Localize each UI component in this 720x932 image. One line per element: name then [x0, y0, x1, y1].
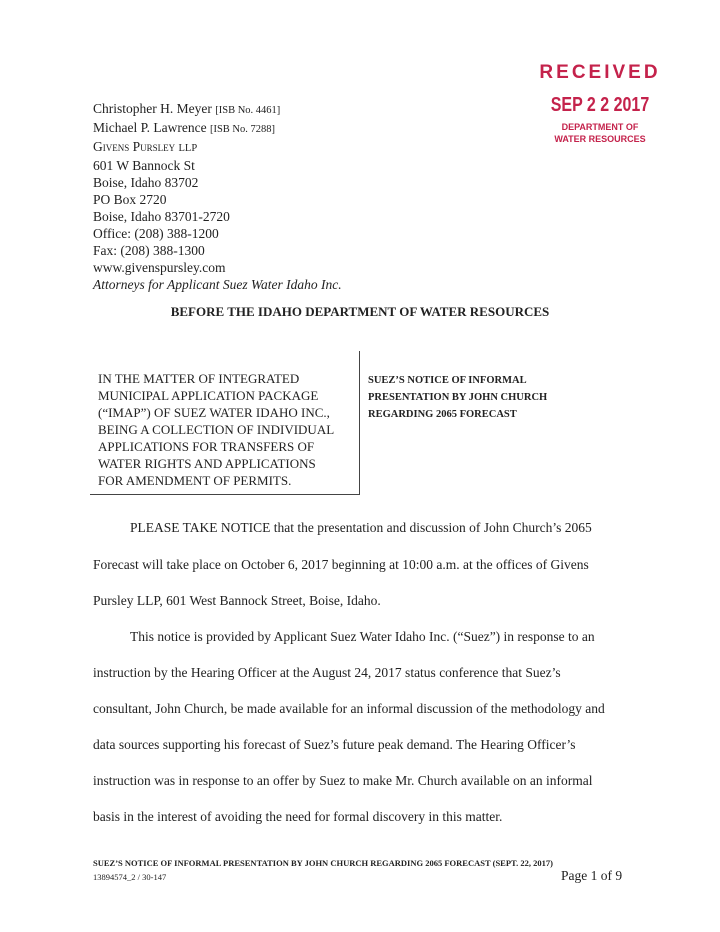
attorney-name-2: Michael P. Lawrence [93, 120, 207, 135]
pobox-line: PO Box 2720 [93, 192, 167, 207]
matter-line: (“IMAP”) OF SUEZ WATER IDAHO INC., [98, 405, 330, 420]
body-line: PLEASE TAKE NOTICE that the presentation and discussion of John Church’s 2065 [130, 520, 592, 535]
matter-line: FOR AMENDMENT OF PERMITS. [98, 473, 292, 488]
city-line-1: Boise, Idaho 83702 [93, 175, 199, 190]
stamp-dept-line2: WATER RESOURCES [554, 134, 646, 144]
stamp-dept-line1: DEPARTMENT OF [561, 122, 639, 132]
footer-caption: SUEZ’S NOTICE OF INFORMAL PRESENTATION BY JOHN CHURCH REGARDING 2065 FORECAST (SEPT. 22, 2017) [93, 858, 553, 868]
office-phone: Office: (208) 388-1200 [93, 226, 219, 241]
body-line: Forecast will take place on October 6, 2017 beginning at 10:00 a.m. at the offices of Givens [93, 557, 589, 572]
court-heading: BEFORE THE IDAHO DEPARTMENT OF WATER RESOURCES [170, 304, 550, 319]
body-line: consultant, John Church, be made available for an informal discussion of the methodology and [93, 701, 605, 716]
page-number: Page 1 of 9 [561, 868, 623, 883]
attorney-isb-2: [ISB No. 7288] [209, 124, 275, 135]
matter-line: MUNICIPAL APPLICATION PACKAGE [98, 388, 319, 403]
caption-horizontal-divider [90, 494, 360, 495]
attorney-block [93, 100, 342, 293]
body-line: instruction was in response to an offer by Suez to make Mr. Church available on an informal [93, 773, 593, 788]
attorney-isb-1: [ISB No. 4461] [215, 105, 281, 116]
notice-caption [368, 372, 547, 423]
footer-document-id: 13894574_2 / 30-147 [93, 872, 167, 882]
firm-line [93, 138, 342, 157]
caption-line: PRESENTATION BY JOHN CHURCH [368, 392, 548, 403]
firm-suffix: LLP [178, 143, 198, 154]
matter-line: WATER RIGHTS AND APPLICATIONS [98, 456, 316, 471]
attorney-line-1 [93, 100, 342, 119]
address-line: 601 W Bannock St [93, 158, 195, 173]
attorney-role: Attorneys for Applicant Suez Water Idaho Inc. [93, 277, 342, 292]
attorney-line-2 [93, 119, 342, 138]
matter-block [98, 370, 334, 489]
caption-line: REGARDING 2065 FORECAST [368, 409, 517, 420]
matter-line: APPLICATIONS FOR TRANSFERS OF [98, 439, 315, 454]
body-line: instruction by the Hearing Officer at the August 24, 2017 status conference that Suez’s [93, 665, 561, 680]
caption-vertical-divider [359, 351, 360, 495]
stamp-received: RECEIVED [539, 62, 661, 83]
body-line: Pursley LLP, 601 West Bannock Street, Boise, Idaho. [93, 593, 381, 608]
firm-name: Givens Pursley [93, 139, 176, 154]
body-line: data sources supporting his forecast of Suez’s future peak demand. The Hearing Officer’s [93, 737, 576, 752]
stamp-date: SEP 2 2 2017 [550, 94, 650, 116]
caption-line: SUEZ’S NOTICE OF INFORMAL [368, 375, 527, 386]
fax-number: Fax: (208) 388-1300 [93, 243, 205, 258]
city-line-2: Boise, Idaho 83701-2720 [93, 209, 230, 224]
matter-line: IN THE MATTER OF INTEGRATED [98, 371, 300, 386]
body-line: basis in the interest of avoiding the need for formal discovery in this matter. [93, 809, 503, 824]
body-line: This notice is provided by Applicant Suez Water Idaho Inc. (“Suez”) in response to an [130, 629, 595, 644]
website: www.givenspursley.com [93, 260, 226, 275]
matter-line: BEING A COLLECTION OF INDIVIDUAL [98, 422, 335, 437]
received-stamp [510, 60, 690, 144]
attorney-name-1: Christopher H. Meyer [93, 101, 212, 116]
